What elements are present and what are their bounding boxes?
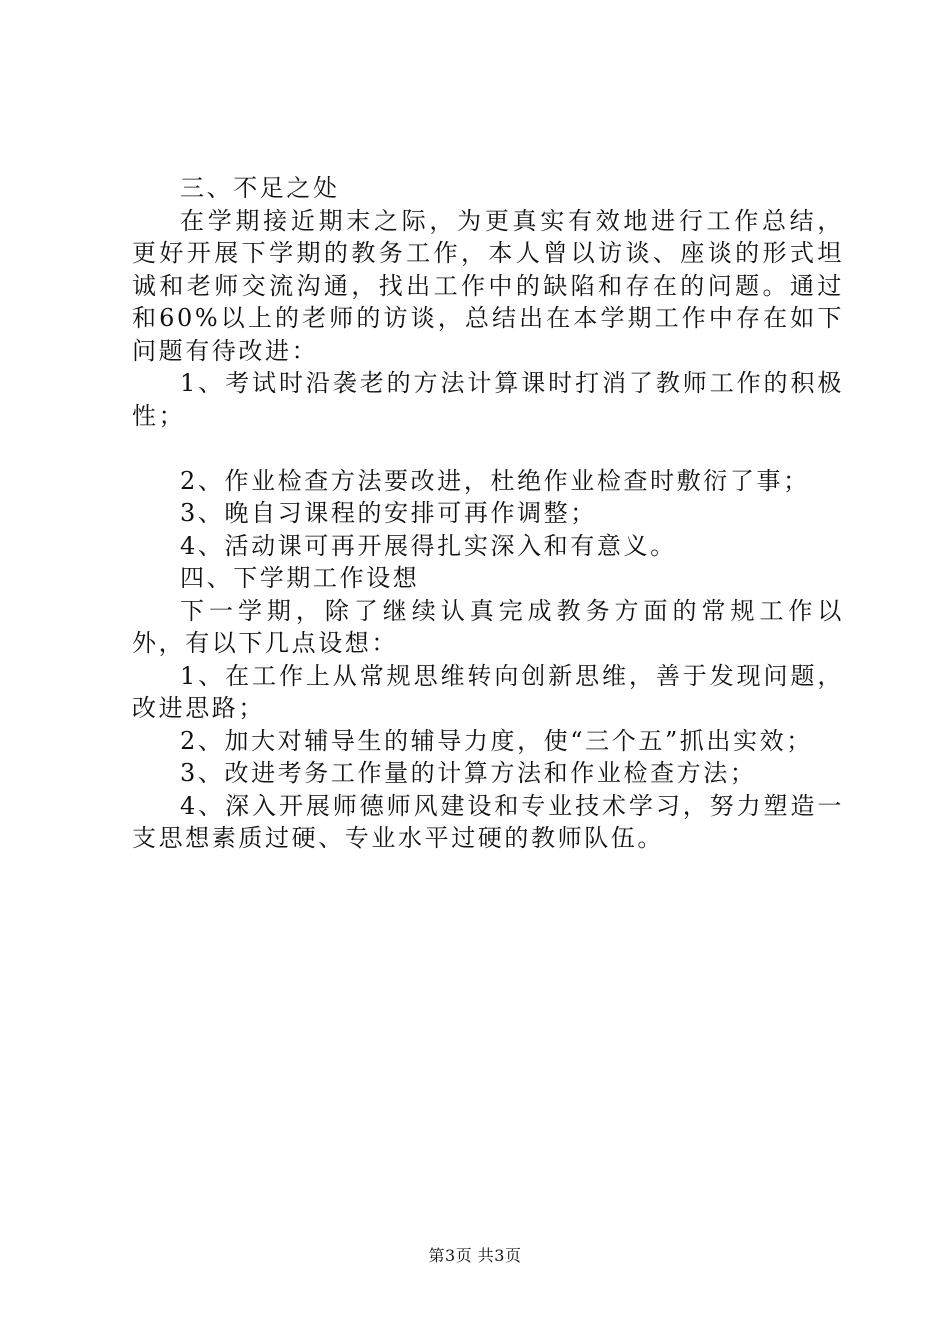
list-item-issue-3: 3、晚自习课程的安排可再作调整；: [180, 499, 597, 527]
paragraph-shortcomings-intro: 在学期接近期末之际，为更真实有效地进行工作总结，更好开展下学期的教务工作，本人曾以访谈、座谈的形式坦诚和老师交流沟通，找出工作中的缺陷和存在的问题。通过和60%以上的老师的访谈，总结出在本学期工作中存在如下问题有待改进：: [132, 206, 844, 365]
paragraph-next-term-intro: 下一学期，除了继续认真完成教务方面的常规工作以外，有以下几点设想：: [132, 596, 844, 657]
list-item-plan-1: 1、在工作上从常规思维转向创新思维，善于发现问题，改进思路；: [132, 661, 844, 722]
list-item-plan-3: 3、改进考务工作量的计算方法和作业检查方法；: [180, 759, 757, 787]
section-heading-next-term: 四、下学期工作设想: [180, 564, 420, 592]
blank-line: [132, 432, 844, 465]
section-heading-shortcomings: 三、不足之处: [180, 174, 340, 202]
list-item-issue-2: 2、作业检查方法要改进，杜绝作业检查时敷衍了事；: [180, 466, 810, 495]
document-body: [132, 172, 844, 855]
list-item-issue-4: 4、活动课可再开展得扎实深入和有意义。: [180, 531, 677, 560]
list-item-plan-2: 2、加大对辅导生的辅导力度，使“三个五”抓出实效；: [180, 726, 813, 755]
page-number-footer: 第3页 共3页: [428, 1246, 522, 1265]
list-item-plan-4: 4、深入开展师德师风建设和专业技术学习，努力塑造一支思想素质过硬、专业水平过硬的教师队伍。: [132, 791, 844, 852]
list-item-issue-1: 1、考试时沿袭老的方法计算课时打消了教师工作的积极性；: [132, 369, 844, 430]
